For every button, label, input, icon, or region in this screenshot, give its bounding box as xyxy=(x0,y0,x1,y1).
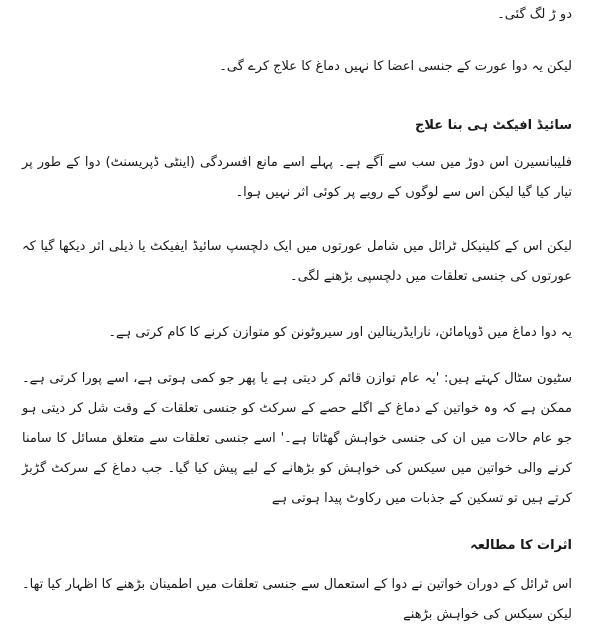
paragraph-trial-results: اس ٹرائل کے دوران خواتین نے دوا کے استعمال سے جنسی تعلقات میں اطمینان بڑھنے کا اظہار کیا تھا۔ لیکن سیکس کی خواہش بڑھنے xyxy=(22,577,572,622)
paragraph-clinical-trial: لیکن اس کے کلینیکل ٹرائل میں شامل عورتوں میں ایک دلچسپ سائیڈ ایفیکٹ یا ذیلی اثر دیکھا گیا کہ عورتوں کی جنسی تعلقات میں دلچسپی بڑھنے لگی۔ xyxy=(22,239,572,284)
heading-study: اثرات کا مطالعہ xyxy=(470,538,572,553)
paragraph-race: دو ڑ لگ گئی۔ xyxy=(497,7,572,22)
heading-side-effect: سائیڈ افیکٹ ہی بنا علاج xyxy=(414,118,572,133)
paragraph-stahl-quote: سٹیون سٹال کہتے ہیں: 'یہ عام توازن قائم کر دیتی ہے یا پھر جو کمی ہوتی ہے، اسے پورا کرتی ہے۔ ممکن ہے کہ وہ خواتین کے دماغ کے اگلے حصے کے سرکٹ کو جنسی تعلقات کے وقت شل کر دیتی ہو جو عام حالات میں ان کی جنسی خواہش گھٹاتا ہے۔' اسے جنسی تعلقات سے متعلق مسائل کا سامنا کرنے والی خواتین میں سیکس کی خواہش کو بڑھانے کے لیے پیش کیا گیا۔ جب دماغ کے سرکٹ گڑبڑ کرتے ہیں تو تسکین کے جذبات میں رکاوٹ پیدا ہوتی ہے xyxy=(22,371,572,506)
paragraph-dopamine: یہ دوا دماغ میں ڈوپامائن، نارایڈرینالین اور سیروٹونن کو متوازن کرنے کا کام کرتی ہے۔ xyxy=(108,325,572,340)
paragraph-flibanserin: فلیبانسیرن اس دوڑ میں سب سے آگے ہے۔ پہلے اسے مانع افسردگی (اینٹی ڈپریسنٹ) دوا کے طور پر تیار کیا گیا لیکن اس سے لوگوں کے رویے پر کوئی اثر نہیں ہوا۔ xyxy=(22,155,572,200)
paragraph-brain-treatment: لیکن یہ دوا عورت کے جنسی اعضا کا نہیں دماغ کا علاج کرے گی۔ xyxy=(219,59,572,74)
